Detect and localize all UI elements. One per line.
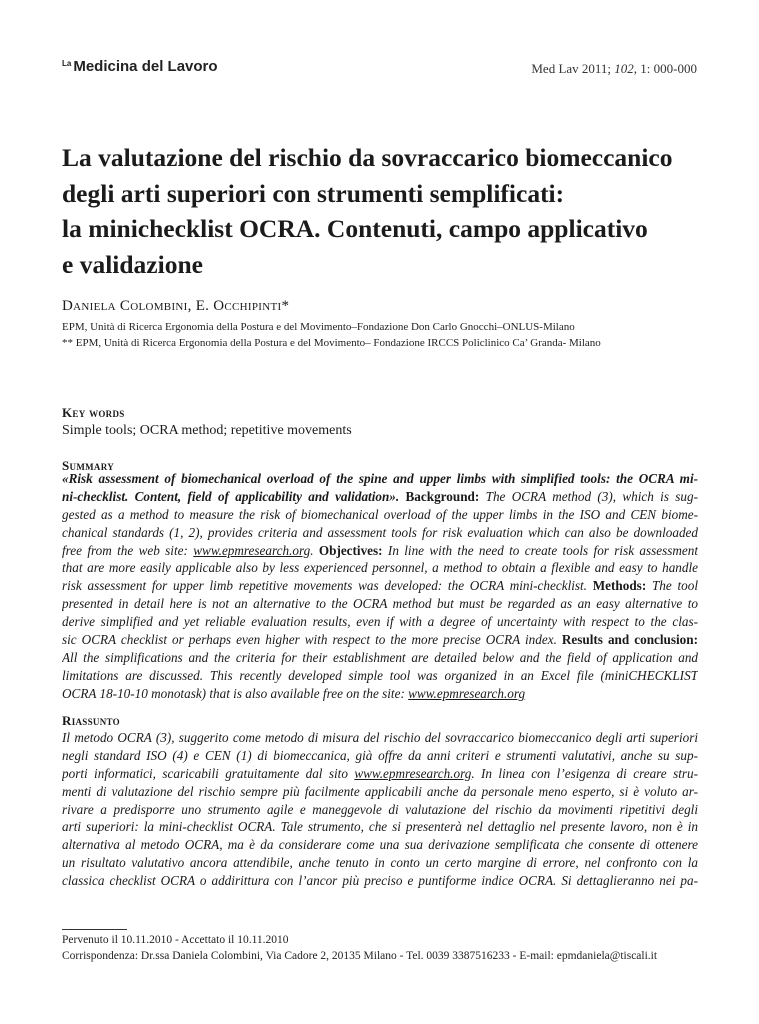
riassunto-text: un risultato valutativo ancora attendibile, anche tenuto in conto un certo margine di errore, nel confronto con la (62, 855, 698, 871)
riassunto-text: alternativa al metodo OCRA, ma è da considerare come una sua derivazione semplificata che consente di ottenere (62, 837, 698, 853)
citation (531, 61, 697, 77)
website-link[interactable]: www.epmresearch.org (354, 765, 472, 781)
riassunto-line (62, 836, 698, 854)
riassunto-heading: Riassunto (62, 713, 120, 728)
summary-line (62, 524, 698, 542)
summary-heading: Summary (62, 458, 115, 473)
summary-line (62, 685, 698, 703)
riassunto-text: porti informatici, scaricabili gratuitamente dal sito (62, 765, 355, 781)
summary-line (62, 631, 698, 649)
riassunto-line (62, 729, 698, 747)
website-link[interactable]: www.epmresearch.org (193, 542, 311, 558)
title-line: La valutazione del rischio da sovraccarico biomeccanico (62, 143, 673, 172)
summary-text: gested as a method to measure the risk of biomechanical overload of the upper limbs in the ISO and CEN biome- (62, 506, 698, 522)
summary-text: presented in detail here is not an alternative to the OCRA method but must be regarded as an easy alternative to (62, 596, 698, 612)
summary-line (62, 649, 698, 667)
correspondence: Corrispondenza: Dr.ssa Daniela Colombini, Via Cadore 2, 20135 Milano - Tel. 0039 3387516233 - E-mail: epmdaniela@tiscali.it (62, 950, 658, 962)
citation-pre: Med Lav 2011; (531, 61, 615, 76)
affiliation: EPM, Unità di Ricerca Ergonomia della Postura e del Movimento–Fondazione Don Carlo Gnocchi–ONLUS-Milano (62, 321, 575, 333)
article-title (62, 140, 712, 282)
summary-line (62, 667, 698, 685)
riassunto-line (62, 747, 698, 765)
footnote-divider (62, 929, 127, 930)
riassunto-text: menti di valutazione del rischio sempre più facilmente applicabili anche da personale meno esperto, si è voluto ar- (62, 783, 698, 799)
riassunto-text: Il metodo OCRA (3), suggerito come metodo di misura del rischio del sovraccarico biomeccanico degli arti superiori (62, 730, 698, 745)
riassunto-text: classica checklist OCRA o addirittura con l’ancor più preciso e puntiforme indice OCRA. Si dettaglieranno nei pa- (62, 873, 698, 889)
summary-line (62, 542, 698, 560)
summary-text: The OCRA method (3), which is sug- (485, 488, 698, 504)
summary-text: In line with the need to create tools for risk assessment (387, 542, 698, 558)
riassunto-line (62, 818, 698, 836)
objectives-label: Objectives: (313, 542, 388, 558)
riassunto-line (62, 765, 698, 783)
riassunto-text: rivare a predisporre uno strumento agile e maneggevole di valutazione del rischio da movimenti ripetitivi degli (62, 801, 698, 817)
journal-sup: La (62, 59, 72, 68)
summary-text: that are more easily applicable also by less experienced personnel, a method to obtain a flexible and easy to handle (62, 560, 698, 576)
riassunto-text: arti superiori: la mini-checklist OCRA. Tale strumento, che si presenterà nel dettaglio nel presente lavoro, non è in (62, 819, 698, 835)
riassunto-paragraph (62, 729, 698, 890)
citation-post: , 1: 000-000 (633, 61, 697, 76)
journal-title: Medicina del Lavoro (73, 58, 218, 75)
riassunto-line (62, 854, 698, 872)
summary-text: . (310, 542, 314, 558)
citation-volume: 102 (614, 61, 634, 76)
summary-text: OCRA 18-10-10 monotask) that is also available free on the site: (62, 685, 409, 701)
summary-text: All the simplifications and the criteria for their establishment are detailed below and the field of application and (62, 649, 698, 665)
keywords-heading: Key words (62, 405, 125, 420)
methods-label: Methods: (586, 578, 652, 594)
summary-text: chanical standards (1, 2), provides criteria and assessment tools for risk evaluation which can also be downloaded (62, 524, 698, 540)
summary-text: risk assessment for upper limb repetitive movements was developed: the OCRA mini-checklist. (62, 578, 587, 594)
summary-line (62, 506, 698, 524)
summary-line (62, 488, 698, 506)
riassunto-line (62, 872, 698, 890)
summary-text: derive simplified and yet reliable evaluation results, even if with a degree of uncertainty with respect to the clas- (62, 614, 698, 630)
summary-text: The tool (651, 578, 698, 594)
results-label: Results and conclusion: (556, 632, 698, 648)
title-line: degli arti superiori con strumenti semplificati: (62, 178, 565, 208)
summary-line (62, 470, 698, 488)
summary-line (62, 577, 698, 595)
summary-title-text: ni-checklist. Content, field of applicability and validation». (62, 488, 400, 504)
summary-title-text: «Risk assessment of biomechanical overload of the spine and upper limbs with simplified tools: the OCRA mi- (62, 471, 698, 486)
summary-text: limitations are discussed. This recently developed simple tool was organized in an Excel file (miniCHECKLIST (62, 667, 698, 683)
summary-text: free from the web site: (62, 542, 194, 558)
background-label: Background: (399, 488, 486, 504)
summary-line (62, 595, 698, 613)
keywords-text: Simple tools; OCRA method; repetitive movements (62, 423, 352, 438)
riassunto-line (62, 783, 698, 801)
summary-text: sic OCRA checklist or perhaps even higher with respect to the more precise OCRA index. (62, 632, 557, 648)
journal-name (62, 58, 218, 75)
affiliation: ** EPM, Unità di Ricerca Ergonomia della Postura e del Movimento– Fondazione IRCCS Policlinico Ca’ Granda- Milano (62, 337, 601, 349)
riassunto-text: negli standard ISO (4) e CEN (1) di biomeccanica, già offre da anni criteri e strumenti valutativi, anche su sup- (62, 747, 698, 763)
summary-line (62, 613, 698, 631)
riassunto-text: . In linea con l’esigenza di creare stru- (471, 765, 698, 781)
riassunto-line (62, 801, 698, 819)
summary-paragraph (62, 470, 698, 703)
received-date: Pervenuto il 10.11.2010 - Accettato il 10.11.2010 (62, 934, 289, 946)
title-line: e validazione (62, 249, 203, 279)
website-link[interactable]: www.epmresearch.org (408, 685, 526, 701)
summary-line (62, 559, 698, 577)
title-line: la minichecklist OCRA. Contenuti, campo applicativo (62, 214, 648, 243)
authors: Daniela Colombini, E. Occhipinti* (62, 298, 290, 314)
